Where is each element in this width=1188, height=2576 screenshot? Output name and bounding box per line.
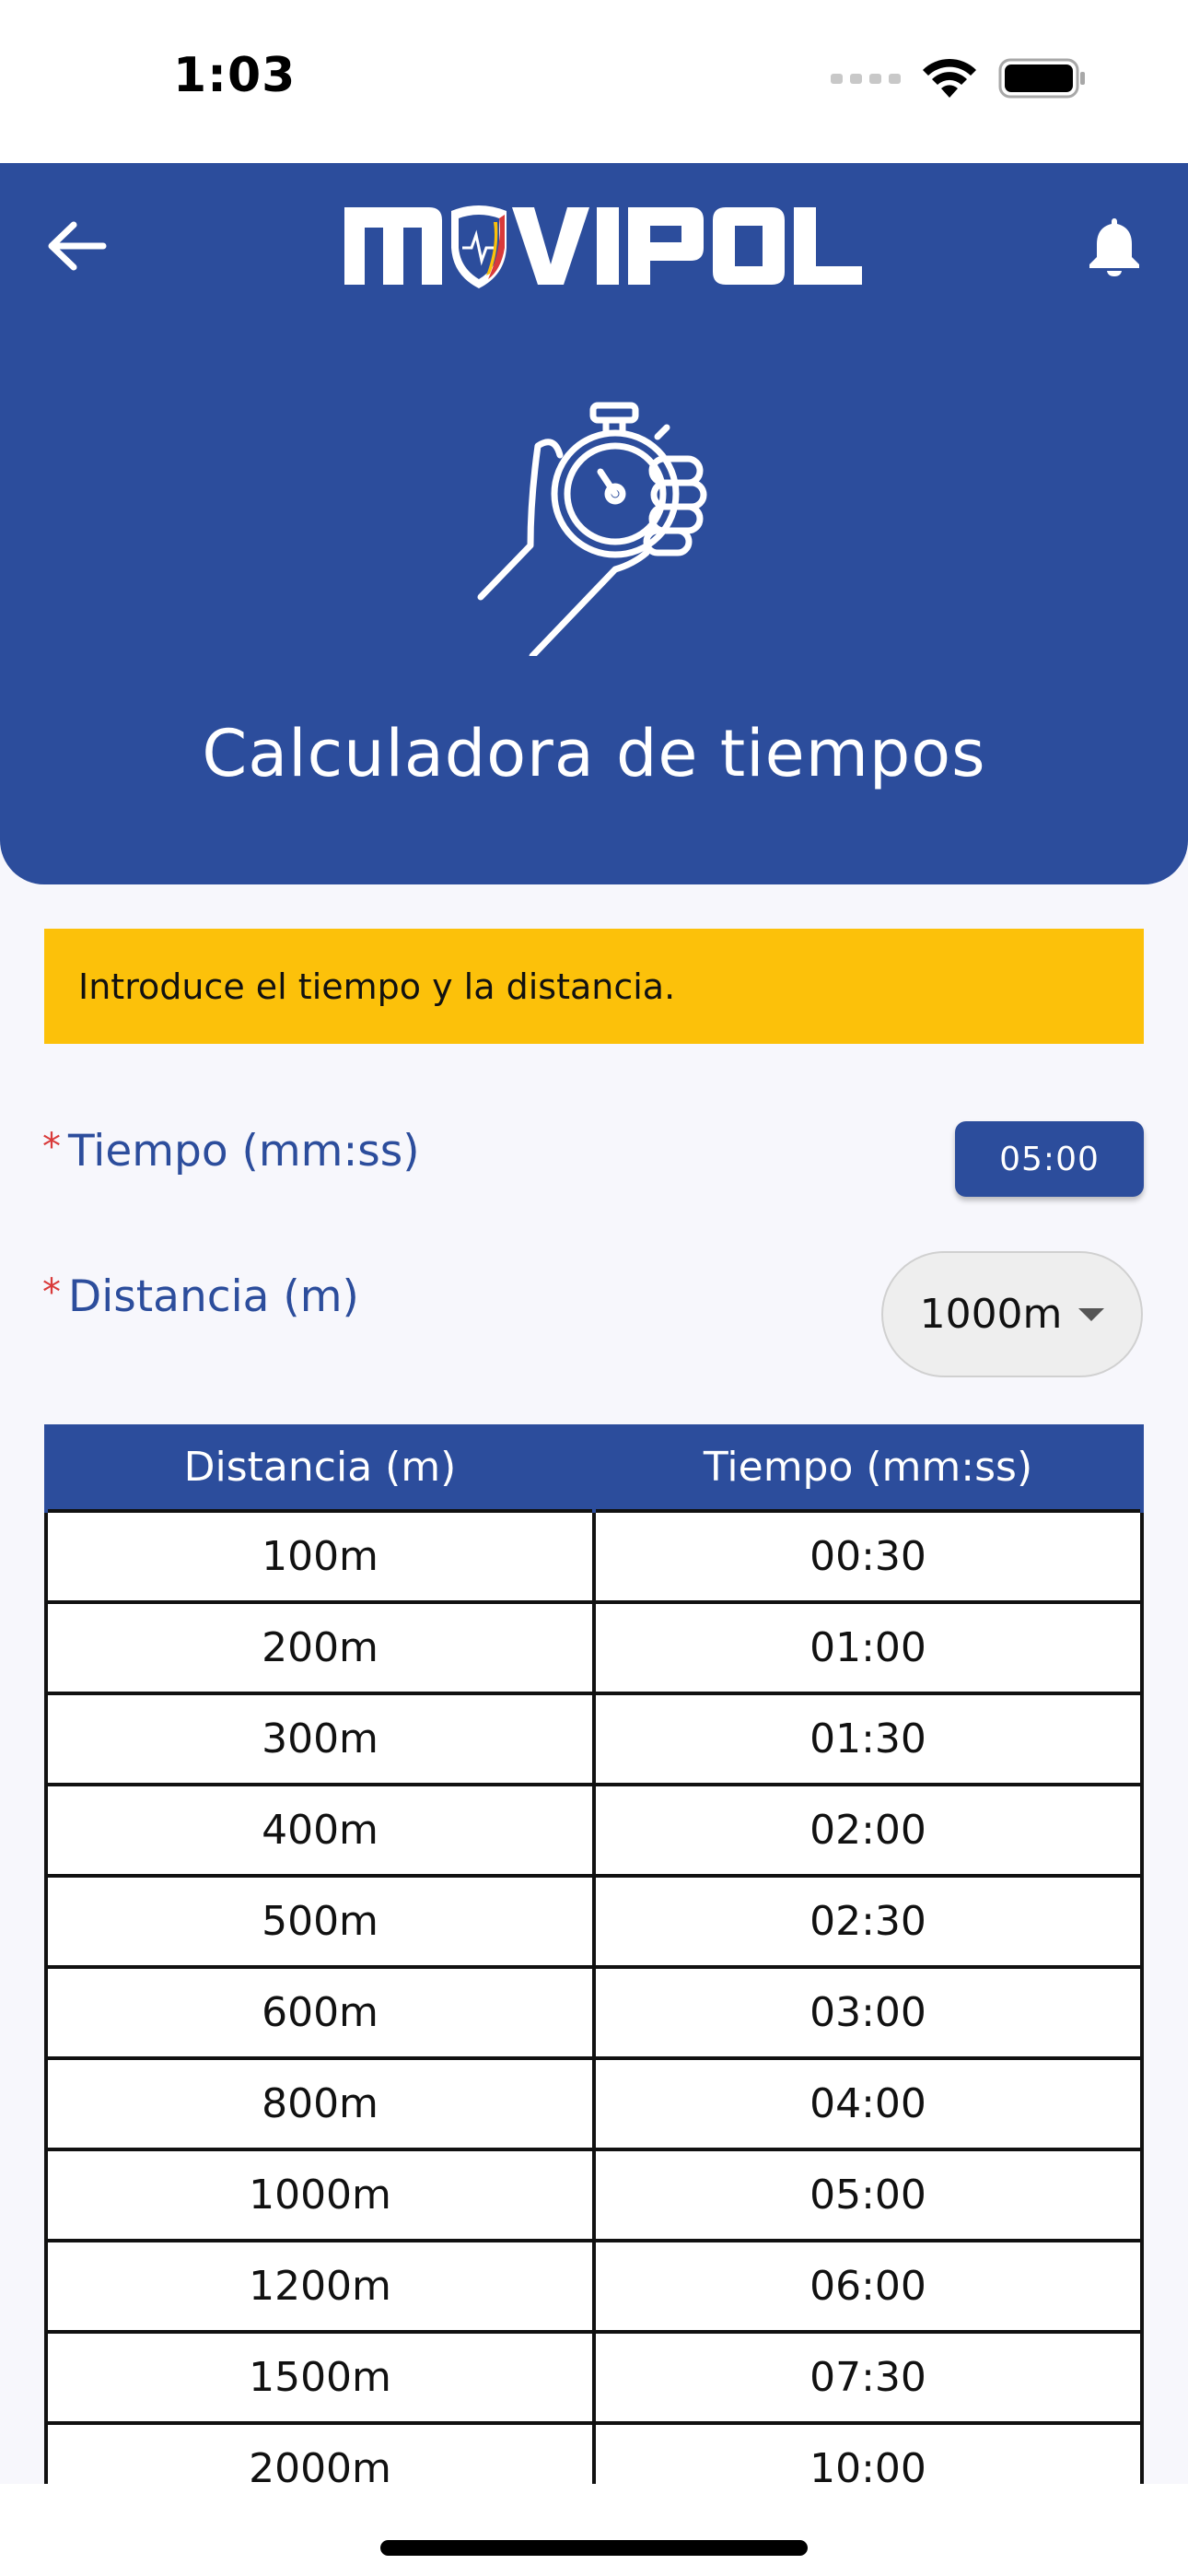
table-row [46,2423,1142,2484]
table-row [46,1785,1142,1876]
distance-cell: 1200m [46,2241,594,2332]
table-row [46,2241,1142,2332]
time-cell: 06:00 [594,2241,1142,2332]
table-row [46,2332,1142,2423]
distance-select-value: 1000m [919,1291,1063,1338]
distance-select[interactable] [881,1251,1143,1377]
header [0,163,1188,884]
bell-icon [1086,215,1143,277]
status-bar [0,0,1188,163]
results-table-container[interactable] [44,1424,1144,2484]
time-label-text: Tiempo (mm:ss) [68,1126,420,1177]
distance-label-text: Distancia (m) [68,1271,359,1322]
distance-cell: 300m [46,1693,594,1785]
distance-cell: 600m [46,1967,594,2058]
info-banner [44,929,1144,1044]
time-cell: 07:30 [594,2332,1142,2423]
distance-label [42,1271,359,1322]
distance-cell: 500m [46,1876,594,1967]
time-cell: 02:00 [594,1785,1142,1876]
time-cell: 05:00 [594,2149,1142,2241]
distance-cell: 100m [46,1511,594,1602]
battery-icon [998,58,1087,99]
table-row [46,1876,1142,1967]
time-cell: 04:00 [594,2058,1142,2149]
cellular-signal-icon [831,74,901,84]
table-row [46,1511,1142,1602]
column-header-distance: Distancia (m) [46,1424,594,1511]
distance-cell: 200m [46,1602,594,1693]
time-cell: 00:30 [594,1511,1142,1602]
wifi-icon [921,57,978,100]
table-row [46,1602,1142,1693]
distance-cell: 2000m [46,2423,594,2484]
movipol-logo [341,191,866,301]
time-cell: 02:30 [594,1876,1142,1967]
bottom-safe-area [0,2484,1188,2576]
required-mark: * [42,1126,61,1168]
back-button[interactable] [44,214,109,278]
status-time: 1:03 [173,48,297,103]
table-row [46,1967,1142,2058]
table-header-row [46,1424,1142,1511]
required-mark: * [42,1271,61,1314]
distance-cell: 800m [46,2058,594,2149]
distance-cell: 400m [46,1785,594,1876]
table-row [46,2058,1142,2149]
stopwatch-hand-icon [477,398,716,656]
info-banner-text: Introduce el tiempo y la distancia. [78,966,676,1007]
time-cell: 01:00 [594,1602,1142,1693]
time-cell: 01:30 [594,1693,1142,1785]
distance-cell: 1000m [46,2149,594,2241]
status-icons [831,57,1087,100]
time-cell: 10:00 [594,2423,1142,2484]
notifications-button[interactable] [1077,209,1151,283]
table-row [46,2149,1142,2241]
distance-cell: 1500m [46,2332,594,2423]
results-table [44,1424,1144,2484]
arrow-left-icon [46,219,107,273]
home-indicator[interactable] [380,2540,808,2556]
time-cell: 03:00 [594,1967,1142,2058]
chevron-down-icon [1078,1308,1104,1321]
table-row [46,1693,1142,1785]
column-header-time: Tiempo (mm:ss) [594,1424,1142,1511]
page-title: Calculadora de tiempos [202,716,986,791]
time-label [42,1126,420,1177]
time-picker-button[interactable]: 05:00 [955,1121,1144,1197]
